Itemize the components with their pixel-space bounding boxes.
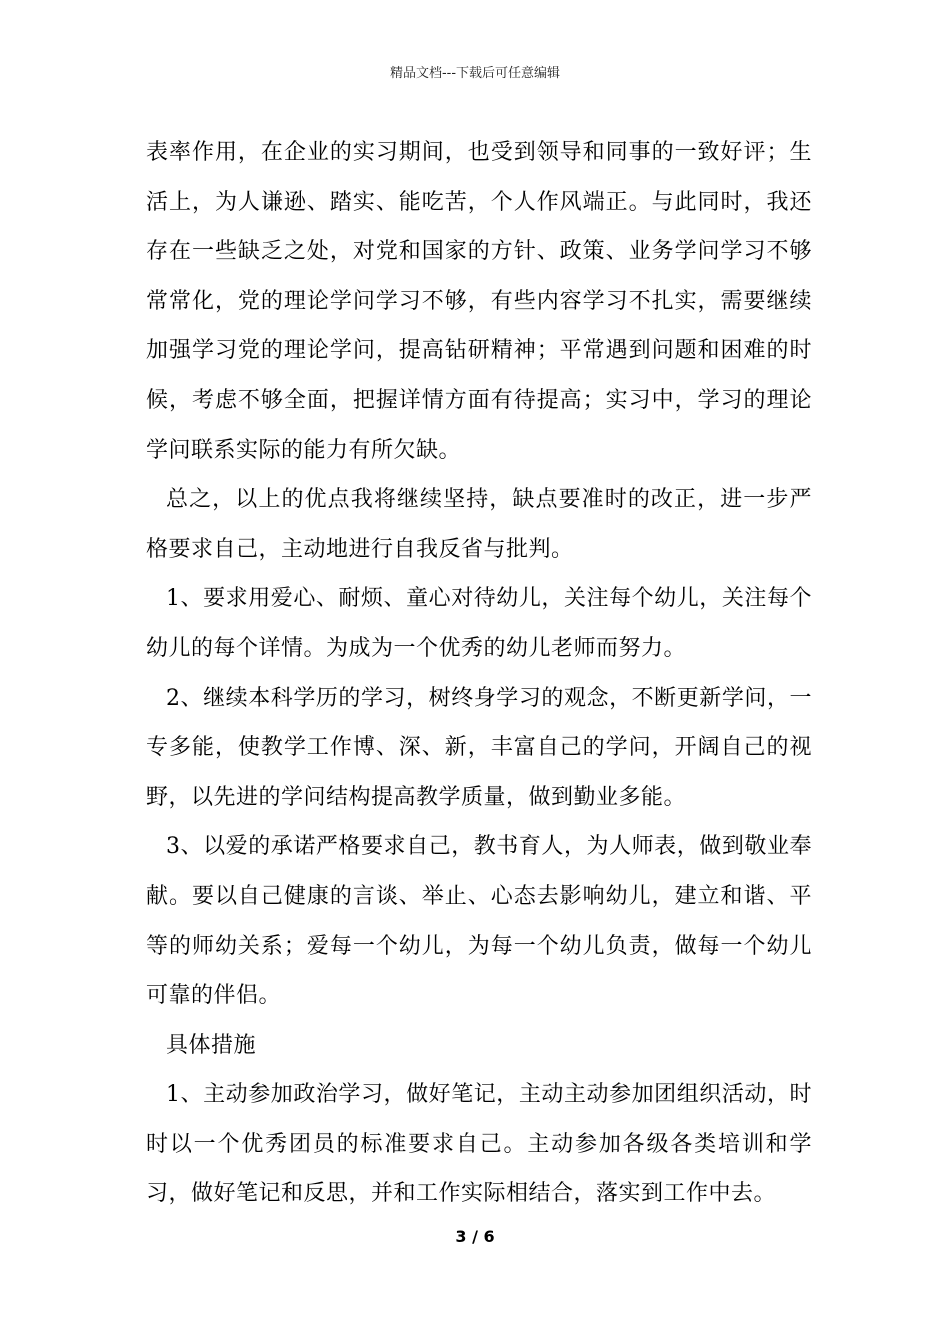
page-number: 3 / 6 [455,1227,495,1246]
body-paragraph-4: 2、继续本科学历的学习，树终身学习的观念，不断更新学问，一专多能，使教学工作博、深、新，丰富自己的学问，开阔自己的视野，以先进的学问结构提高教学质量，做到勤业多能。 [146,685,812,810]
body-paragraph-5: 3、以爱的承诺严格要求自己，教书育人，为人师表，做到敬业奉献。要以自己健康的言谈、举止、心态去影响幼儿，建立和谐、平等的师幼关系；爱每一个幼儿，为每一个幼儿负责，做每一个幼儿可靠的伴侣。 [146,834,812,1009]
body-paragraph-3: 1、要求用爱心、耐烦、童心对待幼儿，关注每个幼儿，关注每个幼儿的每个详情。为成为一个优秀的幼儿老师而努力。 [146,586,812,661]
body-paragraph-1: 表率作用，在企业的实习期间，也受到领导和同事的一致好评；生活上，为人谦逊、踏实、能吃苦，个人作风端正。与此同时，我还存在一些缺乏之处，对党和国家的方针、政策、业务学问学习不够常常化，党的理论学问学习不够，有些内容学习不扎实，需要继续加强学习党的理论学问，提高钻研精神；平常遇到问题和困难的时候，考虑不够全面，把握详情方面有待提高；实习中，学习的理论学问联系实际的能力有所欠缺。 [146,140,812,463]
body-paragraph-2: 总之，以上的优点我将继续坚持，缺点要准时的改正，进一步严格要求自己，主动地进行自我反省与批判。 [146,487,812,562]
document-body [146,128,812,1219]
section-heading: 具体措施 [166,1032,257,1058]
page-header: 精品文档---下载后可任意编辑 [389,66,561,81]
body-paragraph-6: 1、主动参加政治学习，做好笔记，主动主动参加团组织活动，时时以一个优秀团员的标准要求自己。主动参加各级各类培训和学习，做好笔记和反思，并和工作实际相结合，落实到工作中去。 [146,1082,812,1207]
